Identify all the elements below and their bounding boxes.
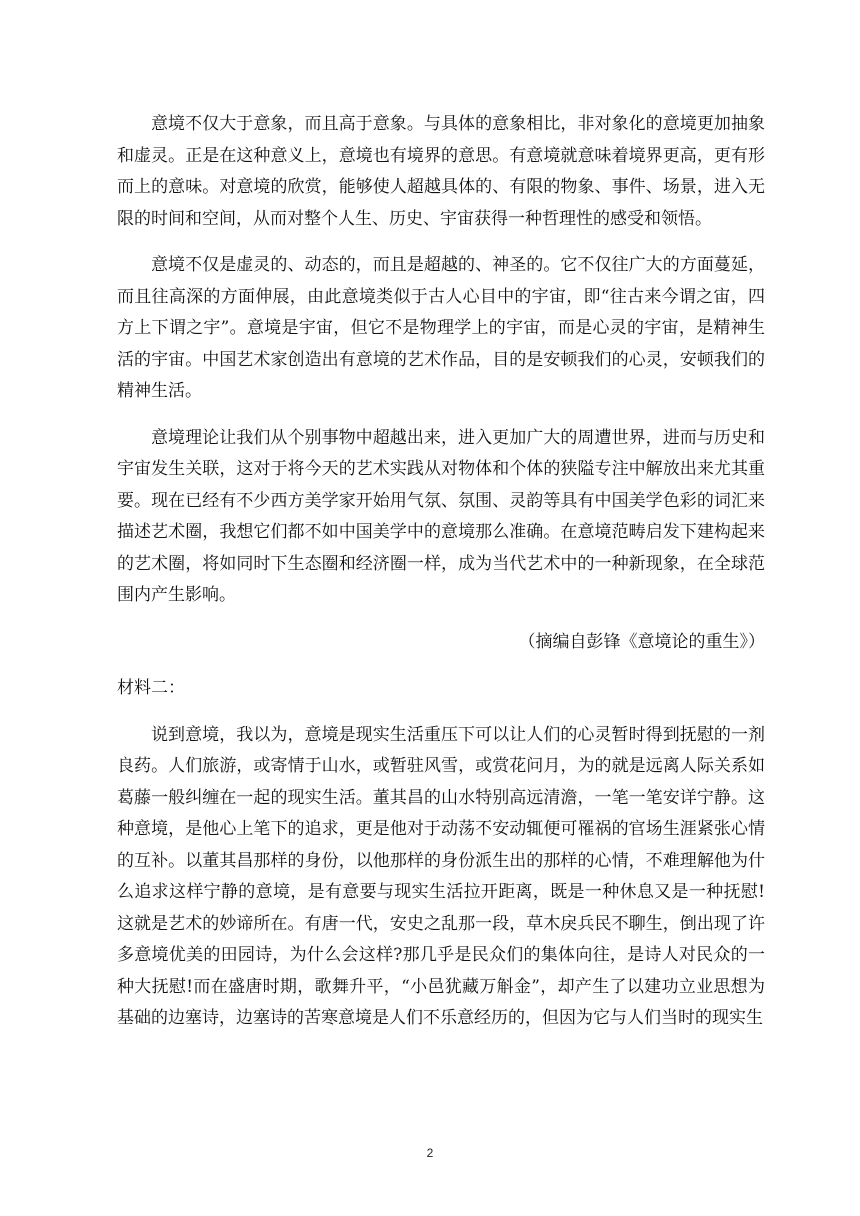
paragraph-1: 意境不仅大于意象，而且高于意象。与具体的意象相比，非对象化的意境更加抽象和虚灵。正是在这种意义上，意境也有境界的意思。有意境就意味着境界更高，更有形而上的意味。对意境的欣赏，能够使人超越具体的、有限的物象、事件、场景，进入无限的时间和空间，从而对整个人生、历史、宇宙获得一种哲理性的感受和领悟。 [117,114,765,229]
page-number: 2 [426,1146,434,1160]
paragraph-4: 说到意境，我以为，意境是现实生活重压下可以让人们的心灵暂时得到抚慰的一剂良药。人们旅游，或寄情于山水，或暂驻风雪，或赏花问月，为的就是远离人际关系如葛藤一般纠缠在一起的现实生活。董其昌的山水特别高远清澹，一笔一笔安详宁静。这种意境，是他心上笔下的追求，更是他对于动荡不安动辄便可罹祸的官场生涯紧张心情的互补。以董其昌那样的身份，以他那样的身份派生出的那样的心情，不难理解他为什么追求这样宁静的意境，是有意要与现实生活拉开距离，既是一种休息又是一种抚慰!这就是艺术的妙谛所在。有唐一代，安史之乱那一段，草木戾兵民不聊生，倒出现了许多意境优美的田园诗，为什么会这样?那几乎是民众们的集体向往，是诗人对民众的一种大抚慰!而在盛唐时期，歌舞升平，“小邑犹藏万斛金”，却产生了以建功立业思想为基础的边塞诗，边塞诗的苦寒意境是人们不乐意经历的，但因为它与人们当时的现实生 [117,724,765,1028]
paragraph-2: 意境不仅是虚灵的、动态的，而且是超越的、神圣的。它不仅往广大的方面蔓延，而且往高深的方面伸展，由此意境类似于古人心目中的宇宙，即“往古来今谓之宙，四方上下谓之宇”。意境是宇宙，但它不是物理学上的宇宙，而是心灵的宇宙，是精神生活的宇宙。中国艺术家创造出有意境的艺术作品，目的是安顿我们的心灵，安顿我们的精神生活。 [117,255,765,401]
paragraph-3: 意境理论让我们从个别事物中超越出来，进入更加广大的周遭世界，进而与历史和宇宙发生关联，这对于将今天的艺术实践从对物体和个体的狭隘专注中解放出来尤其重要。现在已经有不少西方美学家开始用气氛、氛围、灵韵等具有中国美学色彩的词汇来描述艺术圈，我想它们都不如中国美学中的意境那么准确。在意境范畴启发下建构起来的艺术圈，将如同时下生态圈和经济圈一样，成为当代艺术中的一种新现象，在全球范围内产生影响。 [117,427,765,605]
source-citation: （摘编自彭锋《意境论的重生》） [518,631,765,652]
section-label: 材料二： [117,678,185,698]
document-body [117,109,765,1050]
